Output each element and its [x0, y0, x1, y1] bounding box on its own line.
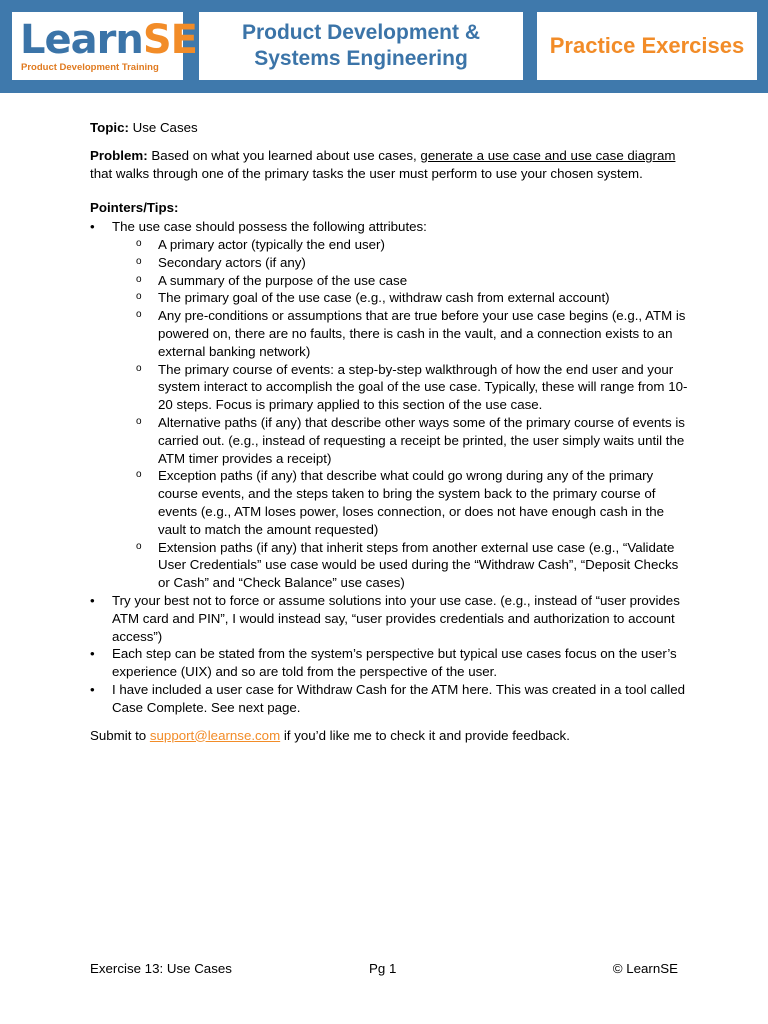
logo-se: SE	[142, 17, 197, 63]
list-item: o The primary course of events: a step-by-step walkthrough of how the end user and your system interact to accomplish the goal of the use case. Typically, these will range from 10-20 steps. Focus is primary applied to this section of the use case.	[136, 361, 690, 414]
list-item: o A summary of the purpose of the use case	[136, 272, 690, 290]
support-email-link[interactable]: support@learnse.com	[149, 727, 281, 743]
list-item: o Any pre-conditions or assumptions that are true before your use case begins (e.g., ATM is powered on, there are no faults, there is cash in the vault, and a connection exists to an external banking network)	[136, 307, 690, 360]
problem-paragraph	[90, 147, 690, 183]
list-item: o Exception paths (if any) that describe what could go wrong during any of the primary course events, and the steps taken to bring the system back to the primary course of events (e.g., ATM loses power, loses connection, or does not have enough cash in the vault to match the amount requested)	[136, 467, 690, 538]
topic-label: Topic:	[90, 120, 129, 135]
topic-text: Use Cases	[128, 120, 198, 135]
submit-after: if you’d like me to check it and provide feedback.	[280, 727, 570, 743]
list-item: • Each step can be stated from the system’s perspective but typical use cases focus on the user’s experience (UIX) and so are told from the perspective of the user.	[90, 645, 690, 681]
header-title-line1: Product Development &	[241, 21, 481, 44]
attributes-list	[136, 236, 690, 592]
list-item: • Try your best not to force or assume solutions into your use case. (e.g., instead of “user provides ATM card and PIN”, I would instead say, “user provides credentials and authorization to account access”)	[90, 592, 690, 645]
logo-tagline: Product Development Training	[21, 62, 159, 73]
bullet-text: The use case should possess the following attributes:	[112, 219, 427, 235]
footer-exercise-title: Exercise 13: Use Cases	[90, 961, 232, 976]
logo-wordmark	[20, 15, 197, 65]
footer-copyright: © LearnSE	[612, 961, 678, 976]
header-title-box	[199, 12, 523, 80]
list-item: o The primary goal of the use case (e.g., withdraw cash from external account)	[136, 289, 690, 307]
header-title-line2: Systems Engineering	[254, 47, 468, 70]
problem-underlined: generate a use case and use case diagram	[420, 147, 676, 163]
practice-exercises-label: Practice Exercises	[549, 33, 745, 58]
list-item: o Secondary actors (if any)	[136, 254, 690, 272]
problem-text-before: Based on what you learned about use cases,	[147, 147, 421, 163]
problem-text-after: that walks through one of the primary tasks the user must perform to use your chosen system.	[90, 165, 643, 181]
submit-before: Submit to	[90, 727, 150, 743]
list-item: • I have included a user case for Withdraw Cash for the ATM here. This was created in a tool called Case Complete. See next page.	[90, 681, 690, 717]
header-title	[242, 20, 480, 72]
list-item	[90, 218, 690, 592]
page-header	[0, 0, 768, 93]
problem-label: Problem:	[90, 147, 148, 163]
submit-line	[90, 727, 690, 745]
practice-box	[537, 12, 757, 80]
logo-learn: Learn	[20, 17, 143, 63]
list-item: o Alternative paths (if any) that describe other ways some of the primary course of events is carried out. (e.g., instead of requesting a receipt be printed, the user simply waits until the ATM timer provides a receipt)	[136, 414, 690, 467]
list-item: o A primary actor (typically the end user)	[136, 236, 690, 254]
pointers-heading	[90, 199, 690, 217]
list-item: o Extension paths (if any) that inherit steps from another external use case (e.g., “Validate User Credentials” use case would be used during the “Withdraw Cash”, “Deposit Checks or Cash” and “Check Balance” use cases)	[136, 539, 690, 592]
pointers-list	[90, 218, 690, 716]
exercise-content	[90, 119, 690, 744]
topic-line	[90, 119, 690, 137]
logo	[12, 12, 197, 80]
footer-page-number: Pg 1	[369, 961, 397, 976]
pointers-heading-text: Pointers/Tips:	[90, 200, 179, 216]
